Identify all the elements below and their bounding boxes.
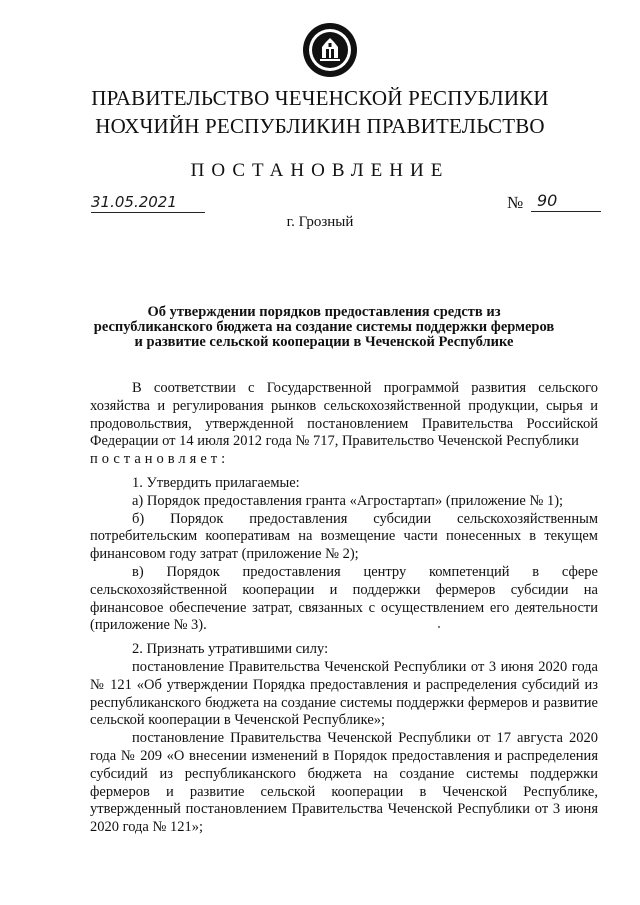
item2-paragraph-2: постановление Правительства Чеченской Республики от 17 августа 2020 года № 209 «О внесении изменений в Порядок предоставления и распределения субсидий из республиканского бюджета на создание системы поддержки фермеров и развитие сельской кооперации в Чеченской Республике, утвержденный постановлением Правительства Чеченской Республики от 3 июня 2020 года № 121»; [90, 730, 598, 836]
item1-intro: 1. Утвердить прилагаемые: [132, 474, 300, 491]
government-name-russian: ПРАВИТЕЛЬСТВО ЧЕЧЕНСКОЙ РЕСПУБЛИКИ [91, 86, 549, 110]
item1-b: б) Порядок предоставления субсидии сельскохозяйственным потребительским кооперативам на возмещение части понесенных в текущем финансовом году затрат (приложение № 2); [90, 510, 598, 563]
item2-paragraph-1: постановление Правительства Чеченской Республики от 3 июня 2020 года № 121 «Об утверждении Порядка предоставления и распределения субсидий из республиканского бюджета на создание системы поддержки фермеров и развитие сельской кооперации в Чеченской Республике»; [90, 658, 598, 729]
government-name-chechen: НОХЧИЙН РЕСПУБЛИКИН ПРАВИТЕЛЬСТВО [95, 114, 545, 138]
preamble-paragraph: В соответствии с Государственной программой развития сельского хозяйства и регулирования рынков сельскохозяйственной продукции, сырья и продовольствия, утвержденной постановлением Правительства Российской Федерации от 14 июля 2012 года № 717, Правительство Чеченской Республики [90, 380, 598, 450]
chechen-emblem-icon [302, 22, 358, 78]
handwritten-date: 31.05.2021 [91, 193, 177, 211]
decree-word: постановляет: [90, 451, 230, 468]
document-body [90, 380, 598, 837]
state-emblem [302, 22, 358, 78]
document-title: Об утверждении порядков предоставления средств из республиканского бюджета на создание системы поддержки фермеров и развитие сельской кооперации в Чеченской Республике [93, 304, 555, 350]
item1-c: в) Порядок предоставления центру компетенций в сфере сельскохозяйственной кооперации и поддержки фермеров субсидии на финансовое обеспечение затрат, связанных с осуществлением его деятельности (приложение № 3). [90, 563, 598, 634]
number-underline [531, 193, 601, 212]
handwritten-number: 90 [537, 191, 558, 210]
resolution-heading: ПОСТАНОВЛЕНИЕ [190, 160, 450, 181]
date-field [91, 194, 205, 213]
city-name: г. Грозный [286, 214, 354, 230]
number-field [507, 191, 601, 212]
item2-intro: 2. Признать утратившими силу: [132, 641, 329, 658]
number-sign: № [507, 193, 524, 212]
item1-a: а) Порядок предоставления гранта «Агростартап» (приложение № 1); [132, 492, 564, 509]
scan-speck [438, 626, 440, 628]
